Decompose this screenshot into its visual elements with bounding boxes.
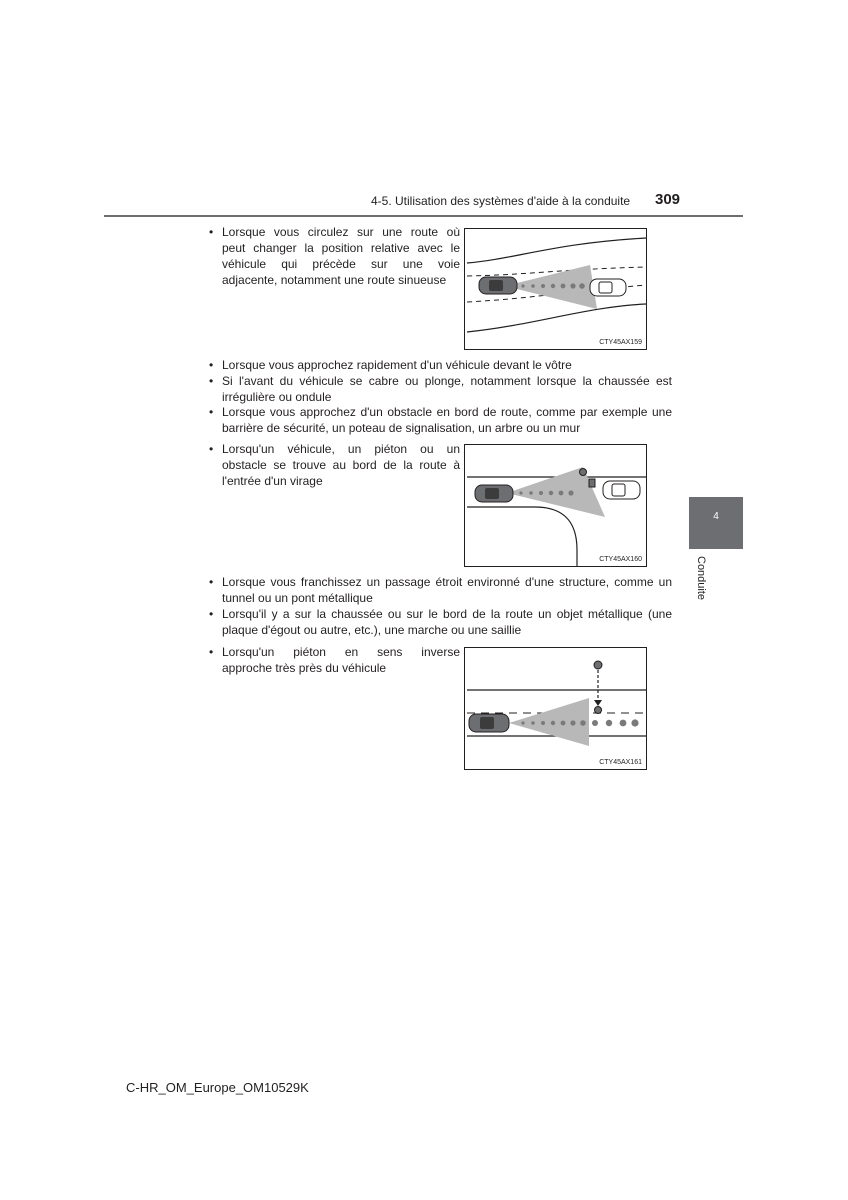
figure-code: CTY45AX160 [599,556,642,563]
figure-curve-entrance [464,444,647,567]
text-line: adjacente, notamment une route sinueuse [222,273,447,287]
text-line: approche très près du véhicule [222,661,387,675]
list-item [209,357,672,373]
document-code: C-HR_OM_Europe_OM10529K [126,1080,309,1095]
figure-code: CTY45AX159 [599,339,642,346]
text-line: • Lorsque vous circulez sur une route où [222,225,460,239]
curve-entrance-illustration [465,445,646,566]
winding-road-illustration [465,229,646,349]
text-line: • Lorsque vous franchissez un passage étroit environné d'une structure, comme un [222,575,672,589]
text-line: • Lorsqu'un piéton en sens inverse [222,645,460,659]
text-line: peut changer la position relative avec le [222,241,460,255]
text-line: • Lorsque vous approchez d'un obstacle en bord de route, comme par exemple une [222,405,672,419]
list-item [209,373,672,405]
text-line: • Si l'avant du véhicule se cabre ou plonge, notamment lorsque la chaussée est [222,374,672,388]
text-line: • Lorsqu'il y a sur la chaussée ou sur le bord de la route un objet métallique (une [222,607,672,621]
list-item [209,404,672,436]
list-item [209,606,672,638]
text-line: • Lorsque vous approchez rapidement d'un véhicule devant le vôtre [222,358,572,372]
section-title: 4-5. Utilisation des systèmes d'aide à la conduite [371,194,631,208]
chapter-label: Conduite [695,556,707,601]
text-line: tunnel ou un pont métallique [222,591,373,605]
list-item [209,224,460,288]
list-item [209,644,460,676]
text-line: barrière de sécurité, un poteau de signalisation, un arbre ou un mur [222,421,581,435]
page-number: 309 [655,191,681,208]
figure-code: CTY45AX161 [599,759,642,766]
text-line: véhicule qui précède sur une voie [222,257,460,271]
chapter-number: 4 [713,511,719,522]
header-divider [104,215,743,217]
list-item [209,574,672,606]
figure-pedestrian [464,647,647,770]
text-line: l'entrée d'un virage [222,474,323,488]
text-line: irrégulière ou ondule [222,390,332,404]
chapter-tab [689,497,743,549]
text-line: obstacle se trouve au bord de la route à [222,458,460,472]
text-line: plaque d'égout ou autre, etc.), une marche ou une saillie [222,623,522,637]
pedestrian-illustration [465,648,646,769]
figure-winding-road [464,228,647,350]
text-line: • Lorsqu'un véhicule, un piéton ou un [222,442,460,456]
list-item [209,441,460,489]
